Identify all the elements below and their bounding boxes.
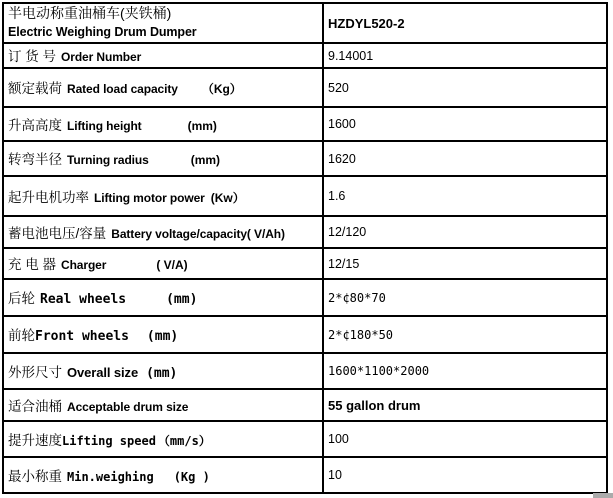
spec-row [3, 353, 607, 389]
label-unit: (mm) [190, 153, 221, 167]
spec-row [3, 316, 607, 353]
spec-value-cell: 1620 [323, 141, 607, 176]
spec-label-cell [3, 216, 323, 248]
spec-value-cell: 520 [323, 68, 607, 107]
label-en: Electric Weighing Drum Dumper [8, 25, 197, 39]
label-cn: 后轮 [8, 291, 35, 306]
spec-row [3, 457, 607, 493]
label-en: Battery voltage/capacity( V/Ah) [111, 226, 285, 241]
spec-value-cell: HZDYL520-2 [323, 3, 607, 43]
spec-label-cell [3, 389, 323, 421]
label-cn: 最小称重 [8, 468, 62, 484]
spec-label-cell [3, 68, 323, 107]
spec-row [3, 279, 607, 316]
label-en: Acceptable drum size [67, 399, 189, 414]
spec-row [3, 141, 607, 176]
spec-row [3, 248, 607, 279]
spec-label-cell [3, 43, 323, 68]
spec-label-cell [3, 421, 323, 457]
label-en: Turning radius [67, 153, 149, 167]
spec-row [3, 389, 607, 421]
label-cn: 额定载荷 [8, 81, 62, 96]
scrollbar-thumb[interactable] [593, 493, 613, 498]
label-unit: （Kg） [201, 82, 242, 96]
spec-label-cell [3, 316, 323, 353]
spec-value-cell: 1.6 [323, 176, 607, 216]
spec-value-cell: 55 gallon drum [323, 389, 607, 421]
spec-label-cell [3, 176, 323, 216]
label-en: Real wheels [40, 292, 127, 307]
label-unit: ( V/A) [156, 258, 188, 272]
label-cn: 外形尺寸 [8, 364, 62, 380]
label-unit: (mm) [146, 329, 179, 344]
label-unit: （mm/s） [157, 433, 211, 448]
spec-row [3, 176, 607, 216]
label-en: Min.weighing [67, 469, 154, 484]
label-en: Lifting speed [62, 433, 156, 448]
label-en: Order Number [61, 50, 142, 64]
spec-row [3, 68, 607, 107]
spec-label-cell [3, 248, 323, 279]
label-unit: (mm) [166, 292, 198, 307]
label-en: Lifting motor power [94, 190, 205, 205]
spec-label-cell [3, 107, 323, 141]
spec-label-cell [3, 3, 323, 43]
label-cn: 蓄电池电压/容量 [8, 225, 107, 241]
spec-value-cell: 9.14001 [323, 43, 607, 68]
spec-label-cell [3, 353, 323, 389]
label-cn: 提升速度 [8, 432, 62, 448]
label-unit: (mm) [187, 118, 217, 133]
label-cn: 升高高度 [8, 117, 62, 133]
spec-row [3, 43, 607, 68]
label-en: Overall size [67, 364, 139, 380]
spec-value-cell: 2*¢180*50 [323, 316, 607, 353]
spec-value-cell: 10 [323, 457, 607, 493]
spec-label-cell [3, 141, 323, 176]
spec-row [3, 421, 607, 457]
spec-value-cell: 12/120 [323, 216, 607, 248]
label-cn: 半电动称重油桶车(夹铁桶) [8, 5, 172, 21]
label-cn: 转弯半径 [8, 152, 62, 167]
spec-row [3, 3, 607, 43]
spec-value-cell: 2*¢80*70 [323, 279, 607, 316]
label-en: Front wheels [35, 329, 129, 344]
spec-value-cell: 1600 [323, 107, 607, 141]
label-cn: 前轮 [8, 328, 35, 343]
spec-row [3, 216, 607, 248]
label-en: Rated load capacity [67, 82, 178, 96]
label-cn: 订 货 号 [8, 49, 57, 64]
spec-row [3, 107, 607, 141]
label-cn: 充 电 器 [8, 257, 57, 272]
spec-table [2, 2, 608, 494]
label-unit: (mm) [146, 365, 178, 381]
spec-value-cell: 12/15 [323, 248, 607, 279]
label-en: Charger [61, 258, 107, 272]
spec-value-cell: 1600*1100*2000 [323, 353, 607, 389]
label-cn: 适合油桶 [8, 398, 62, 414]
label-unit: (Kw） [210, 190, 245, 205]
spec-value-cell: 100 [323, 421, 607, 457]
spec-label-cell [3, 279, 323, 316]
label-en: Lifting height [67, 118, 142, 133]
spec-label-cell [3, 457, 323, 493]
label-cn: 起升电机功率 [8, 189, 89, 205]
label-unit: (Kg ) [173, 469, 210, 484]
